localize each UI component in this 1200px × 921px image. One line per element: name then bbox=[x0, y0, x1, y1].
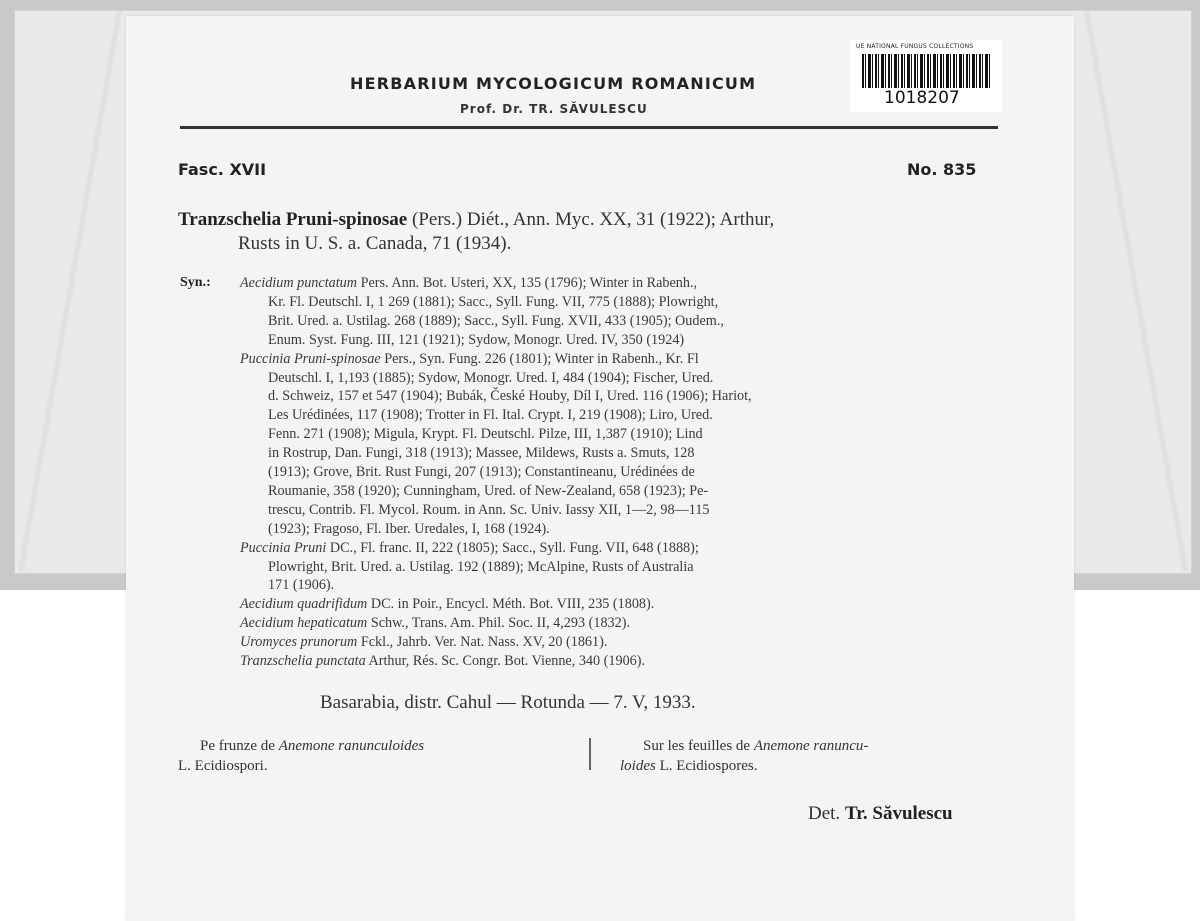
synonym-reference: Kr. Fl. Deutschl. I, 1 269 (1881); Sacc., Syll. Fung. VII, 775 (1888); Plowright, bbox=[268, 293, 719, 310]
synonym-line bbox=[240, 351, 699, 368]
species-name: Tranzschelia Pruni-spinosae bbox=[178, 209, 408, 230]
herbarium-title: HERBARIUM MYCOLOGICUM ROMANICUM bbox=[350, 74, 757, 93]
host-french-species-end: loides bbox=[620, 758, 656, 774]
species-citation-line-1 bbox=[178, 209, 774, 231]
synonym-reference: trescu, Contrib. Fl. Mycol. Roum. in Ann. Sc. Univ. Iassy XII, 1—2, 98—115 bbox=[268, 501, 710, 518]
synonym-line bbox=[268, 445, 694, 462]
synonym-name: Aecidium quadrifidum bbox=[240, 596, 368, 613]
synonym-line bbox=[268, 370, 713, 387]
header-rule bbox=[180, 126, 998, 129]
herbarium-subtitle: Prof. Dr. TR. SĂVULESCU bbox=[460, 102, 648, 116]
synonym-reference: Roumanie, 358 (1920); Cunningham, Ured. of New-Zealand, 658 (1923); Pe- bbox=[268, 482, 709, 499]
synonym-line bbox=[268, 483, 708, 500]
barcode-label bbox=[850, 40, 1002, 112]
host-french-species: Anemone ranuncu- bbox=[753, 738, 869, 754]
host-romanian-text: Pe frunze de bbox=[200, 738, 279, 754]
envelope-fold-right bbox=[1081, 11, 1191, 571]
synonym-reference: (1913); Grove, Brit. Rust Fungi, 207 (1913); Constantineanu, Urédinées de bbox=[268, 464, 695, 480]
synonym-line bbox=[268, 577, 334, 594]
synonym-name: Uromyces prunorum bbox=[240, 634, 358, 651]
host-romanian-species: Anemone ranunculoides bbox=[278, 738, 425, 754]
synonym-line bbox=[268, 559, 694, 576]
synonym-line bbox=[268, 502, 710, 519]
synonym-line bbox=[240, 653, 645, 670]
synonym-line bbox=[240, 615, 630, 632]
synonym-line bbox=[268, 426, 703, 443]
synonym-reference: (1923); Fragoso, Fl. Iber. Uredales, I, 168 (1924). bbox=[268, 520, 550, 537]
synonym-line bbox=[268, 464, 695, 481]
determiner bbox=[808, 803, 953, 825]
synonym-line bbox=[240, 596, 654, 613]
synonym-reference: Pers., Syn. Fung. 226 (1801); Winter in Rabenh., Kr. Fl bbox=[380, 350, 699, 367]
host-french-stage: L. Ecidiospores. bbox=[655, 758, 758, 774]
synonym-reference: 171 (1906). bbox=[268, 577, 335, 594]
synonym-reference: Brit. Ured. a. Ustilag. 268 (1889); Sacc., Syll. Fung. XVII, 433 (1905); Oudem., bbox=[268, 312, 724, 329]
synonyms-label: Syn.: bbox=[180, 275, 211, 290]
specimen-number: No. 835 bbox=[907, 160, 977, 179]
determiner-name: Tr. Săvulescu bbox=[844, 803, 953, 824]
synonym-reference: DC., Fl. franc. II, 222 (1805); Sacc., Syll. Fung. VII, 648 (1888); bbox=[326, 539, 699, 556]
synonym-line bbox=[268, 388, 752, 405]
barcode-number: 1018207 bbox=[884, 88, 960, 108]
locality: Basarabia, distr. Cahul — Rotunda — 7. V, 1933. bbox=[320, 692, 696, 713]
synonym-reference: Schw., Trans. Am. Phil. Soc. II, 4,293 (1832). bbox=[367, 615, 631, 632]
synonym-reference: Fenn. 271 (1908); Migula, Krypt. Fl. Deutschl. Pilze, III, 1,387 (1910); Lind bbox=[268, 426, 703, 443]
barcode-caption: UE NATIONAL FUNGUS COLLECTIONS bbox=[856, 43, 974, 50]
barcode-icon bbox=[862, 54, 992, 88]
synonym-line bbox=[268, 294, 718, 311]
synonym-line bbox=[268, 313, 724, 330]
synonym-name: Aecidium punctatum bbox=[240, 275, 358, 291]
synonym-name: Puccinia Pruni-spinosae bbox=[240, 350, 381, 367]
synonym-reference: Plowright, Brit. Ured. a. Ustilag. 192 (1889); McAlpine, Rusts of Australia bbox=[268, 558, 694, 575]
synonym-reference: d. Schweiz, 157 et 547 (1904); Bubák, České Houby, Díl I, Ured. 116 (1906); Hariot, bbox=[268, 388, 752, 405]
host-french-text: Sur les feuilles de bbox=[643, 738, 754, 754]
host-french-line-1 bbox=[643, 738, 868, 755]
synonym-line bbox=[268, 332, 684, 349]
synonym-line bbox=[240, 540, 699, 557]
synonym-reference: Deutschl. I, 1,193 (1885); Sydow, Monogr. Ured. I, 484 (1904); Fischer, Ured. bbox=[268, 369, 714, 386]
synonym-line bbox=[268, 521, 550, 538]
synonym-line bbox=[268, 407, 713, 424]
synonym-name: Tranzschelia punctata bbox=[240, 653, 366, 669]
species-authority: (Pers.) Diét., Ann. Myc. XX, 31 (1922); Arthur, bbox=[412, 209, 775, 230]
synonym-line bbox=[240, 275, 697, 292]
synonym-reference: Fckl., Jahrb. Ver. Nat. Nass. XV, 20 (1861). bbox=[357, 634, 608, 651]
synonym-reference: Enum. Syst. Fung. III, 121 (1921); Sydow, Monogr. Ured. IV, 350 (1924) bbox=[268, 331, 685, 348]
host-french-line-2 bbox=[620, 758, 758, 775]
determiner-prefix: Det. bbox=[808, 803, 841, 824]
synonym-reference: Arthur, Rés. Sc. Congr. Bot. Vienne, 340 (1906). bbox=[365, 653, 646, 669]
species-citation-line-2: Rusts in U. S. a. Canada, 71 (1934). bbox=[238, 233, 512, 254]
host-romanian-line-1 bbox=[200, 738, 424, 755]
synonym-name: Aecidium hepaticatum bbox=[240, 615, 368, 632]
envelope-fold-left bbox=[15, 11, 125, 571]
synonym-line bbox=[240, 634, 607, 651]
synonym-name: Puccinia Pruni bbox=[240, 539, 327, 556]
synonym-reference: Les Urédinées, 117 (1908); Trotter in Fl. Ital. Crypt. I, 219 (1908); Liro, Ured. bbox=[268, 407, 713, 424]
column-divider bbox=[589, 738, 591, 770]
fascicle-number: Fasc. XVII bbox=[178, 160, 267, 179]
synonym-reference: in Rostrup, Dan. Fungi, 318 (1913); Massee, Mildews, Rusts a. Smuts, 128 bbox=[268, 445, 695, 462]
synonym-reference: Pers. Ann. Bot. Usteri, XX, 135 (1796); Winter in Rabenh., bbox=[357, 275, 698, 291]
synonym-reference: DC. in Poir., Encycl. Méth. Bot. VIII, 235 (1808). bbox=[367, 596, 655, 613]
host-romanian-line-2: L. Ecidiospori. bbox=[178, 758, 268, 774]
